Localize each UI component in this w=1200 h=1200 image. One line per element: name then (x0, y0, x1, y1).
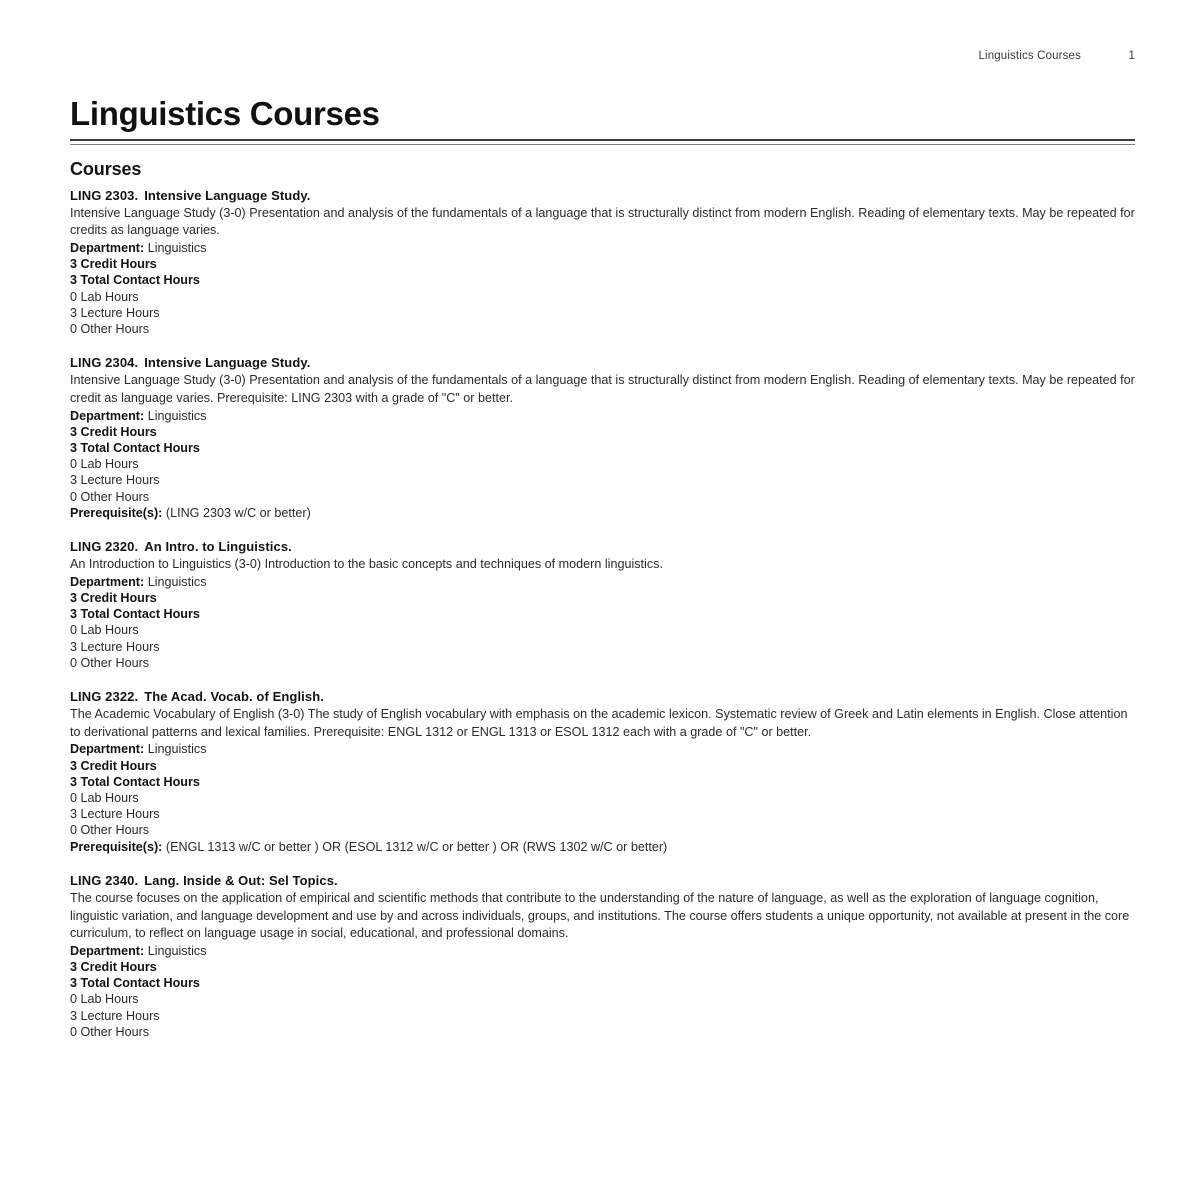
course-title (70, 539, 1135, 555)
course-lab-hours: 0 Lab Hours (70, 992, 139, 1007)
course-description: An Introduction to Linguistics (3-0) Introduction to the basic concepts and techniques of modern linguistics. (70, 557, 663, 572)
course-lecture-hours: 3 Lecture Hours (70, 305, 160, 320)
section-heading-courses: Courses (70, 158, 142, 179)
course-other-hours: 0 Other Hours (70, 489, 150, 504)
course-department (70, 574, 1135, 590)
course-title (70, 355, 1135, 371)
course-description: Intensive Language Study (3-0) Presentation and analysis of the fundamentals of a language that is structurally distinct from modern English. Reading of elementary texts. May be repeated for credits as language varies. (70, 205, 1135, 238)
department-label: Department: (70, 408, 145, 423)
course-entry (70, 355, 1135, 521)
course-name: The Acad. Vocab. of English. (144, 689, 324, 705)
course-code: LING 2304. (70, 355, 139, 371)
course-title (70, 188, 1135, 204)
department-label: Department: (70, 943, 145, 958)
department-value: Linguistics (147, 943, 207, 958)
title-divider (70, 139, 1135, 145)
course-title (70, 873, 1135, 889)
course-other-hours: 0 Other Hours (70, 655, 150, 670)
course-description: The Academic Vocabulary of English (3-0) The study of English vocabulary with emphasis on the academic lexicon. Systematic review of Greek and Latin elements in English. Close attention to derivational patterns and lexical families. Prerequisite: ENGL 1312 or ENGL 1313 or ESOL 1312 each with a grade of "C" or better. (70, 707, 1128, 739)
course-department (70, 240, 1135, 256)
document-content (70, 96, 1135, 1058)
department-label: Department: (70, 742, 145, 757)
course-other-hours: 0 Other Hours (70, 1024, 150, 1039)
page-title: Linguistics Courses (70, 95, 380, 132)
course-total-contact-hours: 3 Total Contact Hours (70, 774, 200, 789)
prerequisites-label: Prerequisite(s): (70, 505, 163, 520)
course-lecture-hours: 3 Lecture Hours (70, 807, 160, 822)
course-credit-hours: 3 Credit Hours (70, 424, 157, 439)
course-title (70, 689, 1135, 705)
course-lab-hours: 0 Lab Hours (70, 457, 139, 472)
course-total-contact-hours: 3 Total Contact Hours (70, 441, 200, 456)
course-name: Intensive Language Study. (144, 355, 311, 371)
page-number: 1 (1128, 50, 1135, 62)
course-lecture-hours: 3 Lecture Hours (70, 473, 160, 488)
running-header-title: Linguistics Courses (978, 50, 1081, 62)
course-description: The course focuses on the application of empirical and scientific methods that contribute to the understanding of the nature of language, as well as the exploration of language cognition, linguistic variation, and language development and use by and across individuals, groups, and institutions. The course offers students a unique opportunity, not available at present in the core curriculum, to reflect on language usage in social, educational, and professional domains. (70, 891, 1130, 941)
department-value: Linguistics (147, 241, 207, 256)
course-entry (70, 873, 1135, 1040)
course-name: Intensive Language Study. (144, 187, 311, 203)
course-entry (70, 689, 1135, 855)
course-name: An Intro. to Linguistics. (144, 539, 292, 555)
prerequisites-label: Prerequisite(s): (70, 839, 163, 854)
department-value: Linguistics (147, 574, 207, 589)
course-lecture-hours: 3 Lecture Hours (70, 639, 160, 654)
department-label: Department: (70, 574, 145, 589)
running-header (70, 50, 1135, 62)
course-credit-hours: 3 Credit Hours (70, 591, 157, 606)
course-lab-hours: 0 Lab Hours (70, 289, 139, 304)
course-description: Intensive Language Study (3-0) Presentation and analysis of the fundamentals of a language that is structurally distinct from modern English. Reading of elementary texts. May be repeated for credit as language varies. Prerequisite: LING 2303 with a grade of "C" or better. (70, 373, 1135, 406)
course-other-hours: 0 Other Hours (70, 823, 150, 838)
course-lab-hours: 0 Lab Hours (70, 791, 139, 806)
course-code: LING 2303. (70, 187, 139, 203)
course-credit-hours: 3 Credit Hours (70, 257, 157, 272)
course-department (70, 943, 1135, 959)
course-total-contact-hours: 3 Total Contact Hours (70, 273, 200, 288)
course-code: LING 2340. (70, 872, 139, 888)
course-credit-hours: 3 Credit Hours (70, 960, 157, 975)
course-total-contact-hours: 3 Total Contact Hours (70, 607, 200, 622)
course-prerequisites (70, 505, 1135, 521)
course-name: Lang. Inside & Out: Sel Topics. (144, 872, 338, 888)
department-label: Department: (70, 241, 145, 256)
department-value: Linguistics (147, 742, 207, 757)
course-lecture-hours: 3 Lecture Hours (70, 1008, 160, 1023)
course-department (70, 408, 1135, 424)
course-code: LING 2322. (70, 689, 139, 705)
course-other-hours: 0 Other Hours (70, 322, 150, 337)
prerequisites-value: (ENGL 1313 w/C or better ) OR (ESOL 1312 w/C or better ) OR (RWS 1302 w/C or better) (165, 839, 668, 854)
prerequisites-value: (LING 2303 w/C or better) (165, 505, 311, 520)
course-code: LING 2320. (70, 539, 139, 555)
course-list (70, 188, 1135, 1040)
course-entry (70, 539, 1135, 671)
course-total-contact-hours: 3 Total Contact Hours (70, 976, 200, 991)
course-credit-hours: 3 Credit Hours (70, 758, 157, 773)
course-prerequisites (70, 839, 1135, 855)
course-department (70, 741, 1135, 757)
course-lab-hours: 0 Lab Hours (70, 623, 139, 638)
course-entry (70, 188, 1135, 338)
department-value: Linguistics (147, 408, 207, 423)
